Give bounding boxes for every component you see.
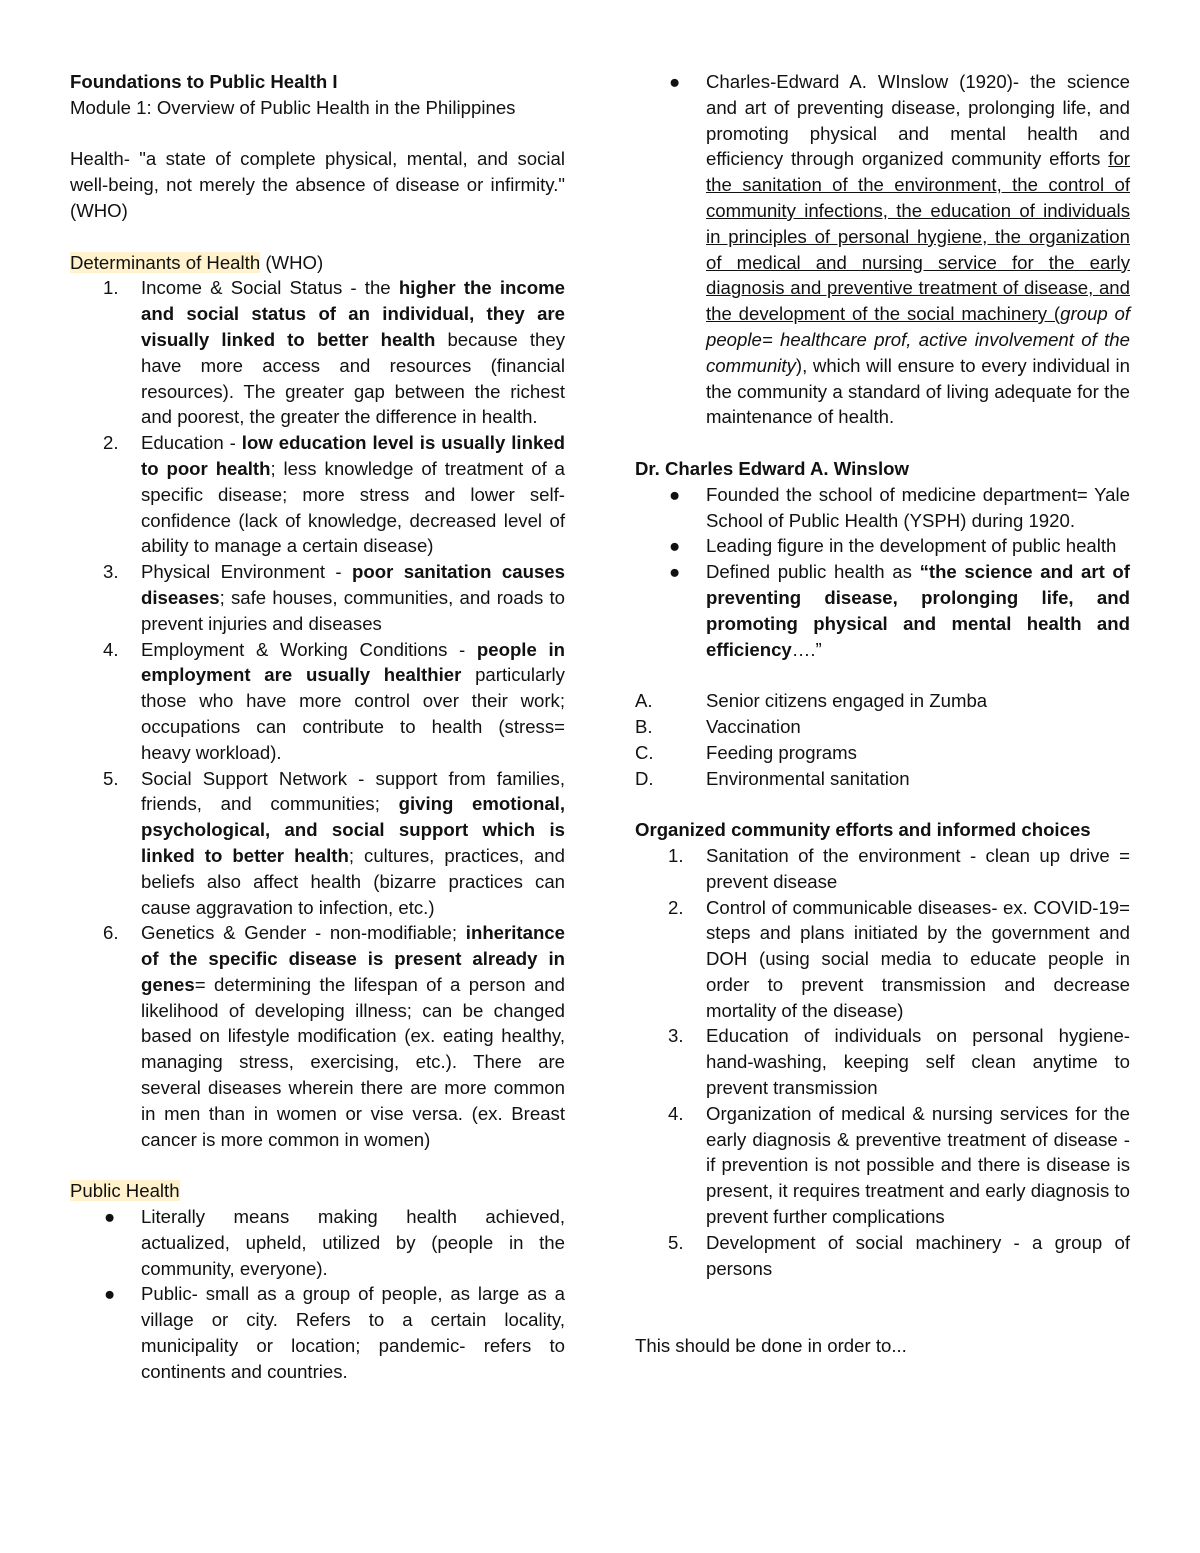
item-text: Control of communicable diseases- ex. COVID-19= steps and plans initiated by the government and DOH (using social media to educate people in order to prevent transmission and decrease mortality of the disease) xyxy=(706,896,1130,1021)
health-definition: Health- "a state of complete physical, mental, and social well-being, not merely the absence of disease or infirmity." (WHO) xyxy=(70,148,565,221)
item-text: Education of individuals on personal hygiene- hand-washing, keeping self clean anytime to prevent transmission xyxy=(706,1025,1130,1099)
efforts-heading: Organized community efforts and informed choices xyxy=(635,819,1091,841)
item-text: Charles-Edward A. WInslow (1920)- the science and art of preventing disease, prolonging life, and promoting physical and mental health and efficiency through organized community efforts xyxy=(706,71,1130,170)
public-health-heading: Public Health xyxy=(70,1180,180,1202)
item-text: Vaccination xyxy=(706,715,801,737)
list-item xyxy=(635,714,1130,740)
item-text: Public- small as a group of people, as large as a village or city. Refers to a certain locality, municipality or location; pandemic- refers to continents and countries. xyxy=(141,1283,565,1382)
module-subtitle: Module 1: Overview of Public Health in the Philippines xyxy=(70,96,516,118)
item-text: particularly those who have more control over their work; occupations can contribute to health (stress= heavy workload). xyxy=(141,664,565,763)
item-bold-text: giving emotional, psychological, and social support which is linked to better health xyxy=(141,793,566,866)
item-text: ; less knowledge of treatment of a specific disease; more stress and lower self-confidence (lack of knowledge, decreased level of ability to manage a certain disease) xyxy=(141,457,565,557)
list-number: 4. xyxy=(103,638,119,660)
list-item xyxy=(70,766,565,921)
list-letter: A. xyxy=(635,690,653,712)
list-item xyxy=(70,1204,565,1281)
list-item xyxy=(635,1101,1130,1230)
underlined-text: ( xyxy=(1047,303,1061,325)
public-health-list xyxy=(70,1204,565,1385)
list-item xyxy=(635,740,1130,766)
item-text: Employment & Working Conditions - xyxy=(141,638,477,660)
list-item xyxy=(635,482,1130,534)
left-column xyxy=(70,69,565,1385)
item-text: because they have more access and resources (financial resources). The greater gap between the richest and poorest, the greater the difference in health. xyxy=(141,328,565,428)
list-item xyxy=(635,895,1130,1024)
bullet-icon: ● xyxy=(669,561,681,583)
bullet-icon: ● xyxy=(104,1283,116,1305)
list-item xyxy=(635,533,1130,559)
list-number: 1. xyxy=(103,277,119,299)
list-letter: B. xyxy=(635,715,653,737)
item-bold-text: poor sanitation causes diseases xyxy=(141,561,565,608)
list-letter: C. xyxy=(635,741,654,763)
list-number: 5. xyxy=(668,1231,684,1253)
list-number: 3. xyxy=(103,561,119,583)
underlined-text: for the sanitation of the environment, the control of community infections, the education of individuals in principles of personal hygiene, the organization of medical and nursing service for the early diagnosis and preventive treatment of disease, and the development of the social machinery xyxy=(706,148,1130,325)
item-text: ), which will ensure to every individual in the community a standard of living adequate for the maintenance of health. xyxy=(706,354,1130,428)
item-text: Education - xyxy=(141,432,242,454)
item-text: = determining the lifespan of a person and likelihood of developing illness; can be changed based on lifestyle modification (ex. eating healthy, managing stress, exercising, etc.). There are several diseases wherein there are more common in men than in women or vise versa. (ex. Breast cancer is more common in women) xyxy=(141,973,565,1150)
determinants-heading-suffix: (WHO) xyxy=(260,251,324,273)
examples-list xyxy=(635,688,1130,791)
list-item xyxy=(635,1023,1130,1100)
list-number: 5. xyxy=(103,767,119,789)
list-item xyxy=(70,1281,565,1384)
bullet-icon: ● xyxy=(669,483,681,505)
right-column xyxy=(635,69,1130,1359)
item-bold-text: low education level is usually linked to poor health xyxy=(141,432,565,479)
italic-text: group of people= healthcare prof, active involvement of the community xyxy=(706,303,1130,376)
item-text: ….” xyxy=(791,638,822,660)
item-bold-text: inheritance of the specific disease is present already in genes xyxy=(141,922,565,995)
item-text: Income & Social Status - the xyxy=(141,277,399,299)
item-text: Development of social machinery - a group of persons xyxy=(706,1231,1130,1279)
list-number: 1. xyxy=(668,844,684,866)
item-text: Genetics & Gender - non-modifiable; xyxy=(141,922,466,944)
item-text: Senior citizens engaged in Zumba xyxy=(706,690,988,712)
winslow-definition-item xyxy=(635,69,1130,430)
item-text: Literally means making health achieved, actualized, upheld, utilized by (people in the community, everyone). xyxy=(141,1206,565,1279)
document-title: Foundations to Public Health I xyxy=(70,71,338,92)
item-text: Environmental sanitation xyxy=(706,767,910,789)
list-item xyxy=(70,559,565,636)
list-item xyxy=(635,1230,1130,1282)
item-text: ; safe houses, communities, and roads to prevent injuries and diseases xyxy=(141,586,565,634)
list-number: 2. xyxy=(103,432,119,454)
list-item xyxy=(635,559,1130,662)
bullet-icon: ● xyxy=(669,71,681,92)
winslow-heading: Dr. Charles Edward A. Winslow xyxy=(635,457,909,479)
item-bold-text: people in employment are usually healthier xyxy=(141,638,565,686)
determinants-list xyxy=(70,275,565,1152)
closing-line: This should be done in order to... xyxy=(635,1335,907,1357)
item-text: Defined public health as xyxy=(706,561,920,583)
item-text: Physical Environment - xyxy=(141,561,353,583)
list-number: 6. xyxy=(103,922,119,944)
winslow-list xyxy=(635,482,1130,663)
list-number: 3. xyxy=(668,1025,684,1047)
list-number: 2. xyxy=(668,896,684,918)
bullet-icon: ● xyxy=(669,535,681,557)
efforts-list xyxy=(635,843,1130,1282)
list-item xyxy=(70,920,565,1152)
item-text: Feeding programs xyxy=(706,741,857,763)
list-item xyxy=(70,430,565,559)
item-text: Organization of medical & nursing services for the early diagnosis & preventive treatment of disease - if prevention is not possible and there is disease is present, it requires treatment and early diagnosis to prevent further complications xyxy=(706,1102,1130,1228)
list-item xyxy=(70,275,565,430)
item-text: Leading figure in the development of public health xyxy=(706,535,1117,557)
list-letter: D. xyxy=(635,767,654,789)
bullet-icon: ● xyxy=(104,1206,116,1228)
list-item xyxy=(635,843,1130,895)
list-item xyxy=(635,688,1130,714)
list-number: 4. xyxy=(668,1102,684,1124)
item-text: Social Support Network - support from families, friends, and communities; xyxy=(141,767,565,815)
list-item xyxy=(635,766,1130,792)
item-text: Sanitation of the environment - clean up drive = prevent disease xyxy=(706,844,1130,892)
list-item xyxy=(70,637,565,766)
item-bold-text: higher the income and social status of an individual, they are visually linked to better health xyxy=(141,277,565,350)
item-text: ; cultures, practices, and beliefs also affect health (bizarre practices can cause aggravation to infection, etc.) xyxy=(141,844,565,918)
item-text: Founded the school of medicine department= Yale School of Public Health (YSPH) during 1920. xyxy=(706,483,1130,531)
item-bold-text: “the science and art of preventing disease, prolonging life, and promoting physical and mental health and efficiency xyxy=(706,561,1130,660)
determinants-heading-line xyxy=(70,250,565,276)
determinants-heading: Determinants of Health xyxy=(70,251,261,273)
